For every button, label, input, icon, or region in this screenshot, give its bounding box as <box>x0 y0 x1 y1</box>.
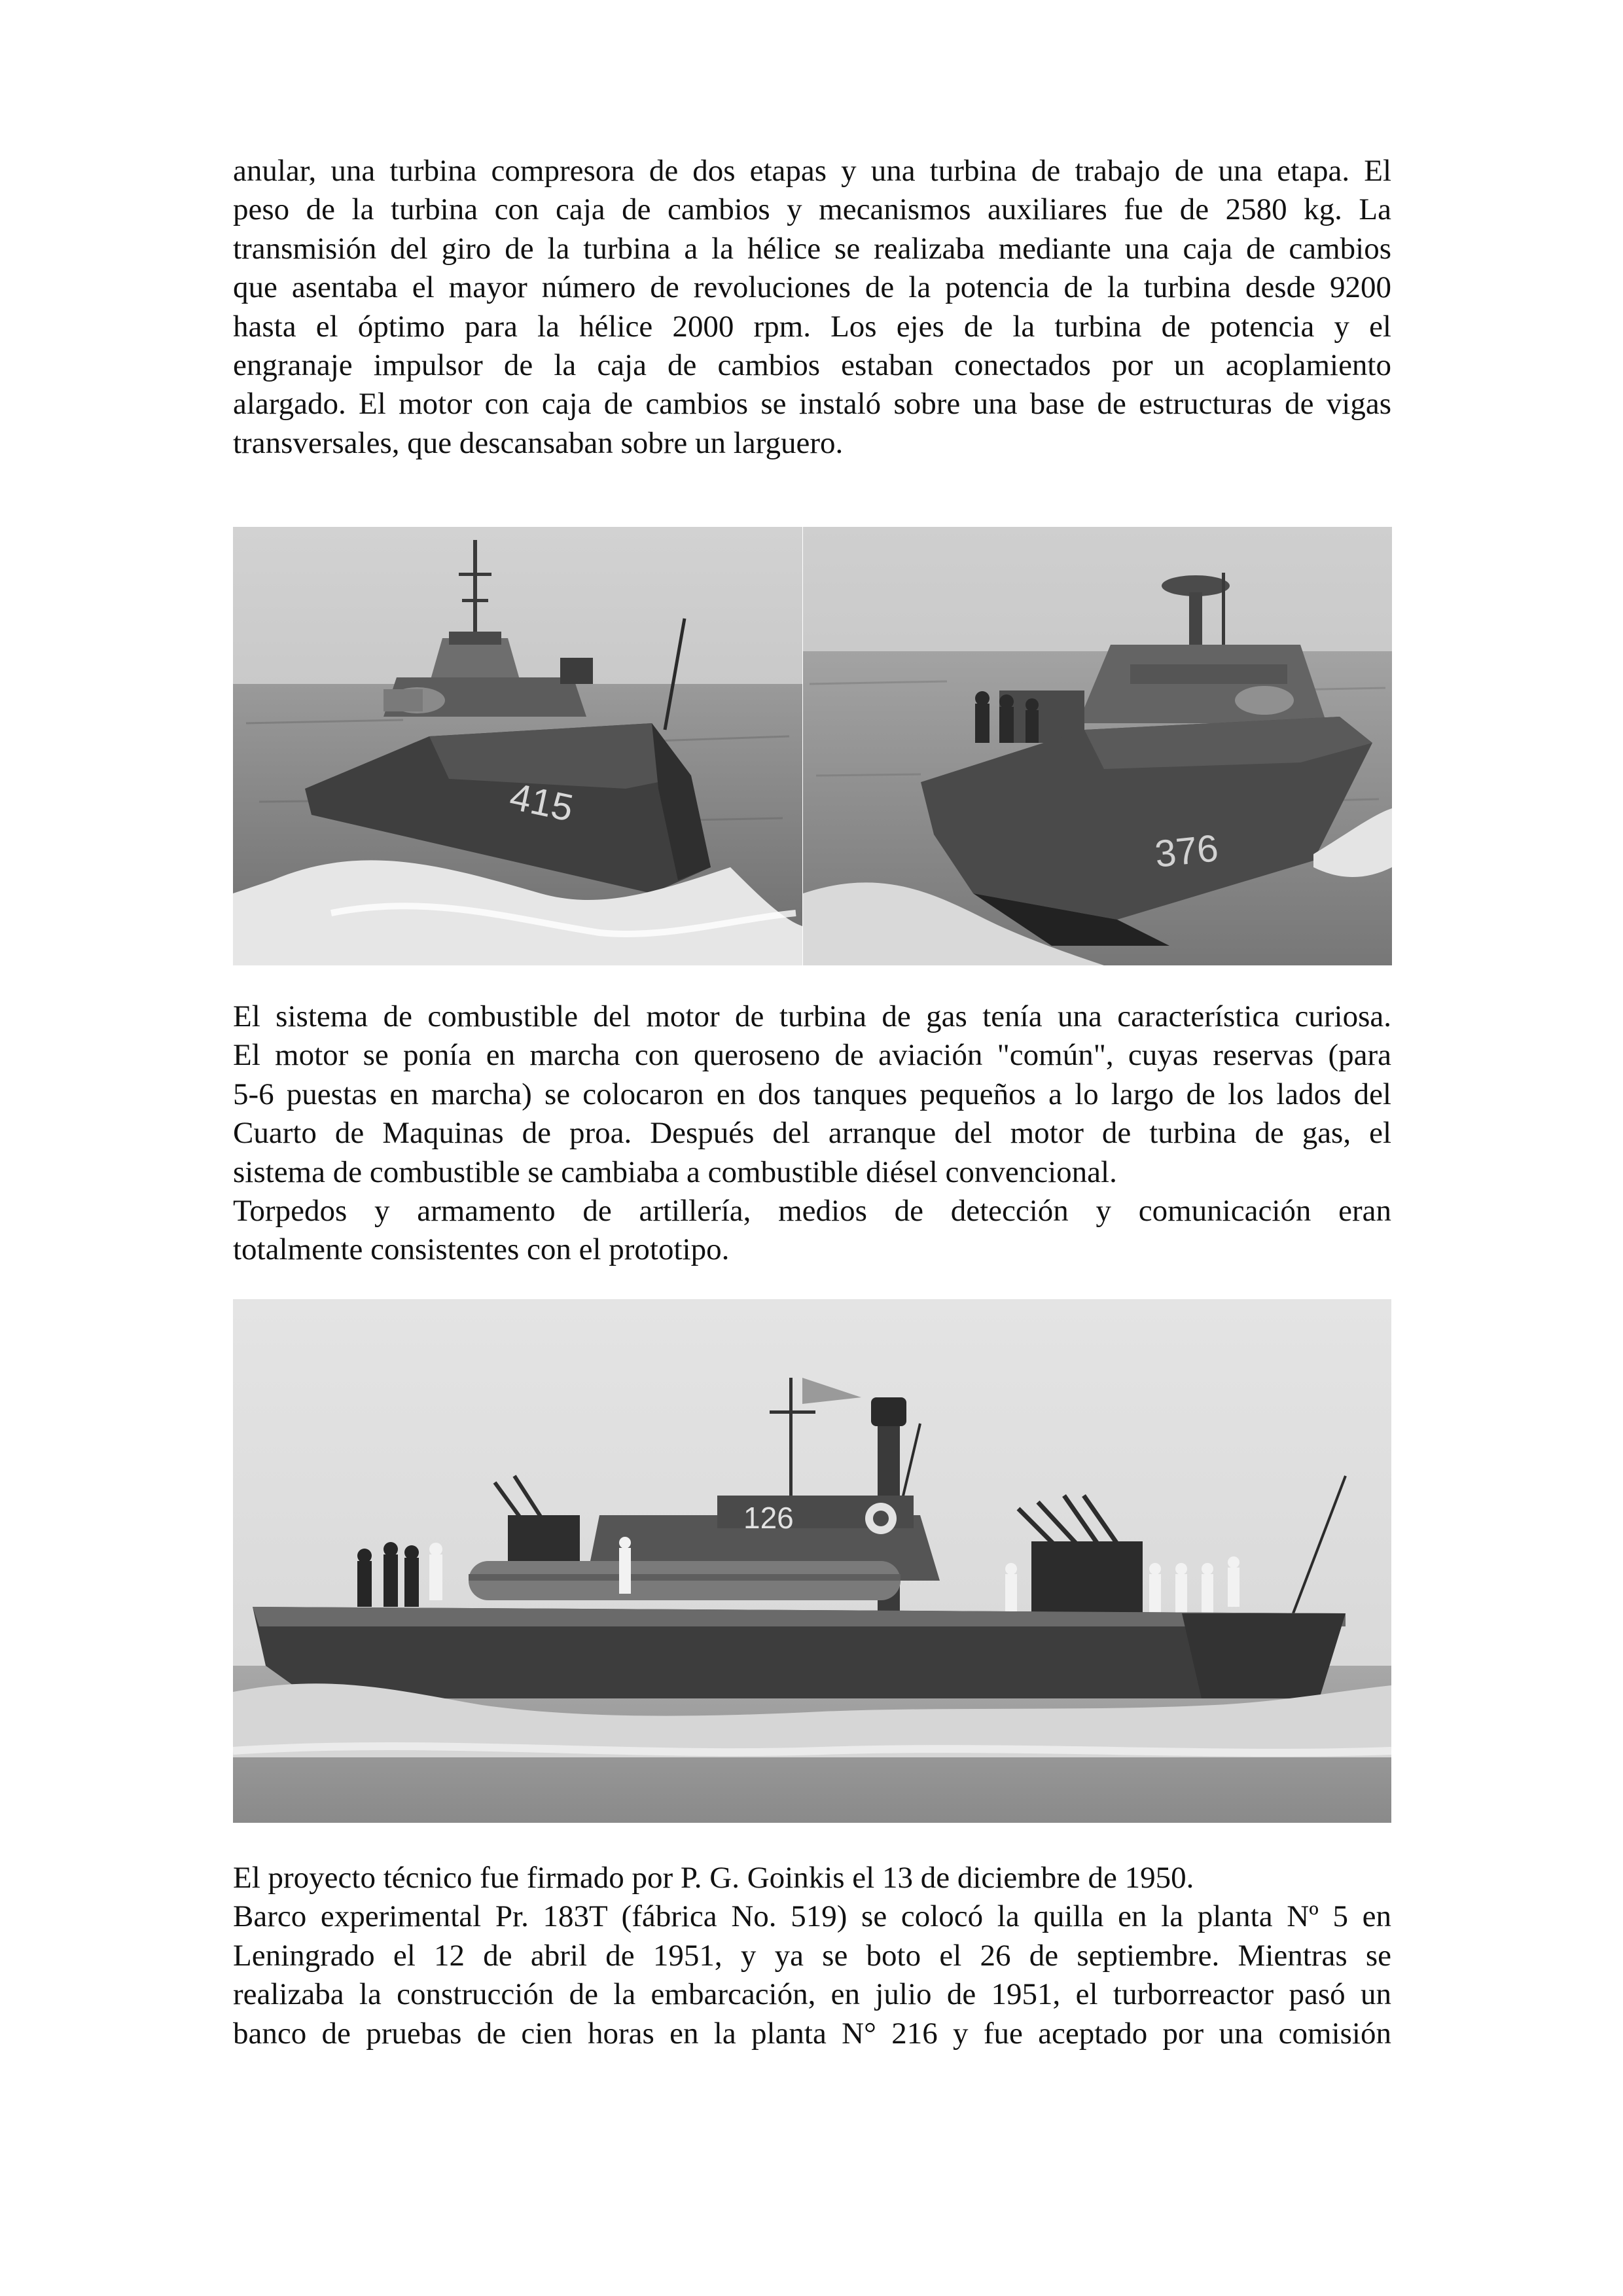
text-line: El sistema de combustible del motor de turbina de gas tenía una característica curiosa. <box>233 999 1391 1033</box>
text-line: Torpedos y armamento de artillería, medios de detección y comunicación eran <box>233 1194 1391 1229</box>
text-line: Barco experimental Pr. 183T (fábrica No. 519) se colocó la quilla en la planta Nº 5 en <box>233 1899 1391 1934</box>
text-line: banco de pruebas de cien horas en la planta N° 216 y fue aceptado por una comisión <box>233 2016 1391 2051</box>
text-line: Cuarto de Maquinas de proa. Después del arranque del motor de turbina de gas, el <box>233 1116 1391 1151</box>
paragraph-project-history <box>233 1859 1391 2053</box>
hull-number-415: 415 <box>506 775 577 830</box>
text-line: peso de la turbina con caja de cambios y mecanismos auxiliares fue de 2580 kg. La <box>233 192 1391 227</box>
text-line: alargado. El motor con caja de cambios se instaló sobre una base de estructuras de vigas <box>233 387 1391 422</box>
text-line: El proyecto técnico fue firmado por P. G. Goinkis el 13 de diciembre de 1950. <box>233 1861 1194 1895</box>
text-line: engranaje impulsor de la caja de cambios estaban conectados por un acoplamiento <box>233 348 1391 383</box>
photo-boat-415 <box>233 527 802 965</box>
text-line: sistema de combustible se cambiaba a combustible diésel convencional. <box>233 1155 1117 1189</box>
paragraph-turbine-description <box>233 152 1391 463</box>
text-line: Leningrado el 12 de abril de 1951, y ya se boto el 26 de septiembre. Mientras se <box>233 1938 1391 1973</box>
text-line: hasta el óptimo para la hélice 2000 rpm. Los ejes de la turbina de potencia y el <box>233 309 1391 344</box>
text-line: El motor se ponía en marcha con queroseno de aviación "común", cuyas reservas (para <box>233 1038 1391 1073</box>
text-line: realizaba la construcción de la embarcación, en julio de 1951, el turborreactor pasó un <box>233 1977 1391 2012</box>
text-line: transversales, que descansaban sobre un larguero. <box>233 425 844 460</box>
photo-boat-376 <box>803 527 1392 965</box>
photo-boat-126 <box>233 1299 1391 1823</box>
hull-number-376: 376 <box>1152 827 1221 876</box>
hull-number-126: 126 <box>743 1501 794 1535</box>
paragraph-fuel-system <box>233 997 1391 1270</box>
text-line: anular, una turbina compresora de dos etapas y una turbina de trabajo de una etapa. El <box>233 154 1391 188</box>
text-line: 5-6 puestas en marcha) se colocaron en dos tanques pequeños a lo largo de los lados del <box>233 1077 1391 1111</box>
text-line: que asentaba el mayor número de revoluciones de la potencia de la turbina desde 9200 <box>233 270 1391 305</box>
text-line: totalmente consistentes con el prototipo. <box>233 1232 730 1267</box>
text-line: transmisión del giro de la turbina a la hélice se realizaba mediante una caja de cambios <box>233 231 1391 266</box>
